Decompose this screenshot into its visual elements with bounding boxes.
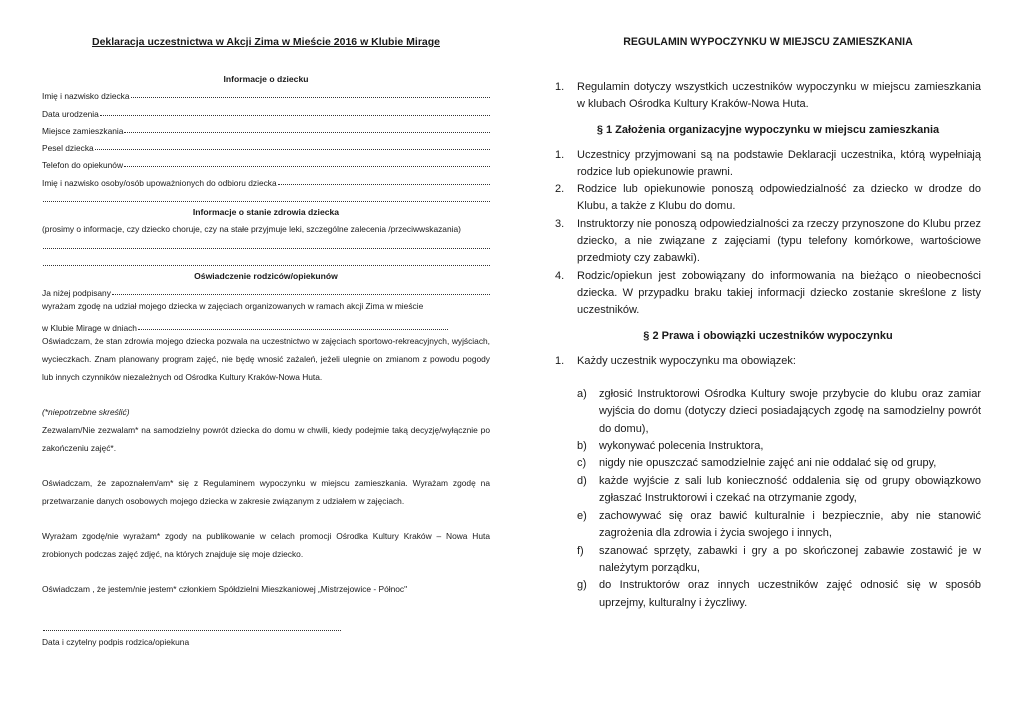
item-letter: e) xyxy=(577,509,587,522)
item-letter: g) xyxy=(577,579,587,592)
fill-line xyxy=(124,166,490,167)
item-number: 2. xyxy=(555,183,565,196)
child-name-field[interactable] xyxy=(42,84,490,101)
consent-days-label: w Klubie Mirage w dniach xyxy=(42,323,137,334)
fill-line xyxy=(43,630,341,631)
child-info-header: Informacje o dziecku xyxy=(223,74,309,84)
guardian-phone-label: Telefon do opiekunów xyxy=(42,160,124,171)
health-note-text: (prosimy o informacje, czy dziecko choruje, czy na stałe przyjmuje leki, szczególne zalecenia /przeciwwskazania) xyxy=(42,224,461,235)
section1-item xyxy=(555,181,981,216)
regulations xyxy=(555,36,981,612)
item-number: 1. xyxy=(555,354,565,367)
item-number: 3. xyxy=(555,217,565,230)
health-info-header: Informacje o stanie zdrowia dziecka xyxy=(192,207,340,218)
consent-text: wyrażam zgodę na udział mojego dziecka w zajęciach organizowanych w ramach akcji Zima w mieście xyxy=(42,301,424,312)
authorized-persons-continuation[interactable] xyxy=(42,188,490,205)
item-text: wykonywać polecenia Instruktora, xyxy=(599,440,764,453)
item-letter: b) xyxy=(577,440,587,453)
item-text: zgłosić Instruktorowi Ośrodka Kultury swoje przybycie do klubu oraz zamiar wyjścia do domu (dotyczy dzieci posiadających zgodę na samodzielny powrót do domu), xyxy=(599,387,981,435)
strike-note: (*niepotrzebne skreślić) xyxy=(42,407,130,418)
obligation-item xyxy=(555,455,981,472)
obligation-item xyxy=(555,543,981,578)
signature-line[interactable] xyxy=(42,617,490,634)
fill-line xyxy=(131,97,490,98)
authorized-persons-field[interactable] xyxy=(42,170,490,187)
signature-label: Data i czytelny podpis rodzica/opiekuna xyxy=(42,636,190,647)
birth-date-label: Data urodzenia xyxy=(42,108,99,119)
consent-days-field[interactable] xyxy=(42,316,490,333)
item-text: Każdy uczestnik wypoczynku ma obowiązek: xyxy=(577,354,796,367)
declaration-title: Deklaracja uczestnictwa w Akcji Zima w Mieście 2016 w Klubie Mirage xyxy=(91,36,440,48)
photo-consent: Wyrażam zgodę/nie wyrażam* zgody na publikowanie w celach promocji Ośrodka Kultury Kraków – Nowa Huta zrobionych podczas zajęć zdjęć, na których znajduje się moje dziecko. xyxy=(42,531,490,560)
address-label: Miejsce zamieszkania xyxy=(42,125,124,136)
section1-item xyxy=(555,216,981,268)
item-text: do Instruktorów oraz innych uczestników zajęć odnosić się w sposób uprzejmy, kulturalny i życzliwy. xyxy=(599,579,981,609)
fill-line xyxy=(112,294,490,295)
section2-intro xyxy=(555,353,981,370)
item-text: Rodzice lub opiekunowie ponoszą odpowiedzialność za dziecko w drodze do Klubu, a także z Klubu do domu. xyxy=(577,183,981,213)
obligation-item xyxy=(555,386,981,438)
pesel-label: Pesel dziecka xyxy=(42,143,94,154)
item-text: nigdy nie opuszczać samodzielnie zajęć ani nie oddalać się od grupy, xyxy=(599,457,937,470)
health-note xyxy=(42,217,490,234)
health-declaration: Oświadczam, że stan zdrowia mojego dziecka pozwala na uczestnictwo w zajęciach sportowo-rekreacyjnych, wyjściach, wycieczkach. Znam planowany program zajęć, nie będę wnosić zażaleń, jeżeli ulegnie on zmianom z powodu pogody lub innych czynników niezależnych od Ośrodka Kultury Kraków-Nowa Huta. xyxy=(42,336,490,382)
item-number: 1. xyxy=(555,81,565,93)
address-field[interactable] xyxy=(42,119,490,136)
fill-line xyxy=(124,132,490,133)
declaration-form xyxy=(42,36,490,652)
section1-title: § 1 Założenia organizacyjne wypoczynku w miejscu zamieszkania xyxy=(596,123,940,136)
item-text: Instruktorzy nie ponoszą odpowiedzialności za rzeczy przynoszone do Klubu przez dziecko, a nie związane z zajęciami (typu telefony komórkowe, wartościowe przedmioty czy zabawki). xyxy=(577,217,981,265)
obligation-item xyxy=(555,508,981,543)
item-letter: d) xyxy=(577,474,587,487)
authorized-persons-label: Imię i nazwisko osoby/osób upoważnionych do odbioru dziecka xyxy=(42,177,277,188)
item-letter: a) xyxy=(577,387,587,400)
health-line-1[interactable] xyxy=(42,234,490,251)
fill-line xyxy=(100,115,490,116)
fill-line xyxy=(43,265,490,266)
member-declaration: Oświadczam , że jestem/nie jestem* członkiem Spółdzielni Mieszkaniowej „Mistrzejowice - Północ" xyxy=(42,584,408,595)
obligation-item xyxy=(555,473,981,508)
signed-label: Ja niżej podpisany xyxy=(42,288,111,299)
fill-line xyxy=(278,184,490,185)
obligation-item xyxy=(555,577,981,612)
intro-item xyxy=(555,79,981,114)
rules-consent: Oświadczam, że zapoznałem/am* się z Regulaminem wypoczynku w miejscu zamieszkania. Wyrażam zgodę na przetwarzanie danych osobowych mojego dziecka w zakresie związanym z udziałem w zajęciach. xyxy=(42,478,490,506)
item-text: Rodzic/opiekun jest zobowiązany do informowania na bieżąco o nieobecności dziecka. W przypadku braku takiej informacji dziecko zostanie skreślone z listy uczestników. xyxy=(577,269,981,317)
item-text: Uczestnicy przyjmowani są na podstawie Deklaracji uczestnika, którą wypełniają rodzice lub opiekunowie prawni. xyxy=(577,148,981,178)
obligation-item xyxy=(555,438,981,455)
pesel-field[interactable] xyxy=(42,136,490,153)
return-consent: Zezwalam/Nie zezwalam* na samodzielny powrót dziecka do domu w chwili, kiedy podejmie taką decyzję/wyłącznie po zakończeniu zajęć*. xyxy=(42,425,490,453)
item-number: 1. xyxy=(555,148,565,161)
item-letter: f) xyxy=(577,544,584,557)
item-text: Regulamin dotyczy wszystkich uczestników wypoczynku w miejscu zamieszkania w klubach Ośrodka Kultury Kraków-Nowa Huta. xyxy=(577,81,981,111)
health-line-2[interactable] xyxy=(42,252,490,269)
fill-line xyxy=(43,248,490,249)
section1-item xyxy=(555,268,981,320)
item-text: każde wyjście z sali lub konieczność oddalenia się od grupy obowiązkowo zgłaszać Instruktorowi i czekać na otrzymanie zgody, xyxy=(599,474,981,505)
child-name-label: Imię i nazwisko dziecka xyxy=(42,91,130,102)
guardian-phone-field[interactable] xyxy=(42,153,490,170)
birth-date-field[interactable] xyxy=(42,101,490,118)
regulations-title: REGULAMIN WYPOCZYNKU W MIEJSCU ZAMIESZKANIA xyxy=(623,36,913,48)
item-text: szanować sprzęty, zabawki i gry a po skończonej zabawie zostawić je w należytym porządku, xyxy=(599,544,981,574)
section1-item xyxy=(555,147,981,182)
parent-statement-header: Oświadczenie rodziców/opiekunów xyxy=(194,270,338,281)
signed-field[interactable] xyxy=(42,281,490,298)
item-number: 4. xyxy=(555,269,565,282)
item-letter: c) xyxy=(577,457,587,470)
section2-title: § 2 Prawa i obowiązki uczestników wypoczynku xyxy=(643,329,893,342)
item-text: zachowywać się oraz bawić kulturalnie i bezpiecznie, aby nie stanowić zagrożenia dla zdrowia i życia swojego i innych, xyxy=(599,509,981,540)
fill-line xyxy=(43,201,490,202)
fill-line xyxy=(95,149,490,150)
fill-line xyxy=(138,329,448,330)
